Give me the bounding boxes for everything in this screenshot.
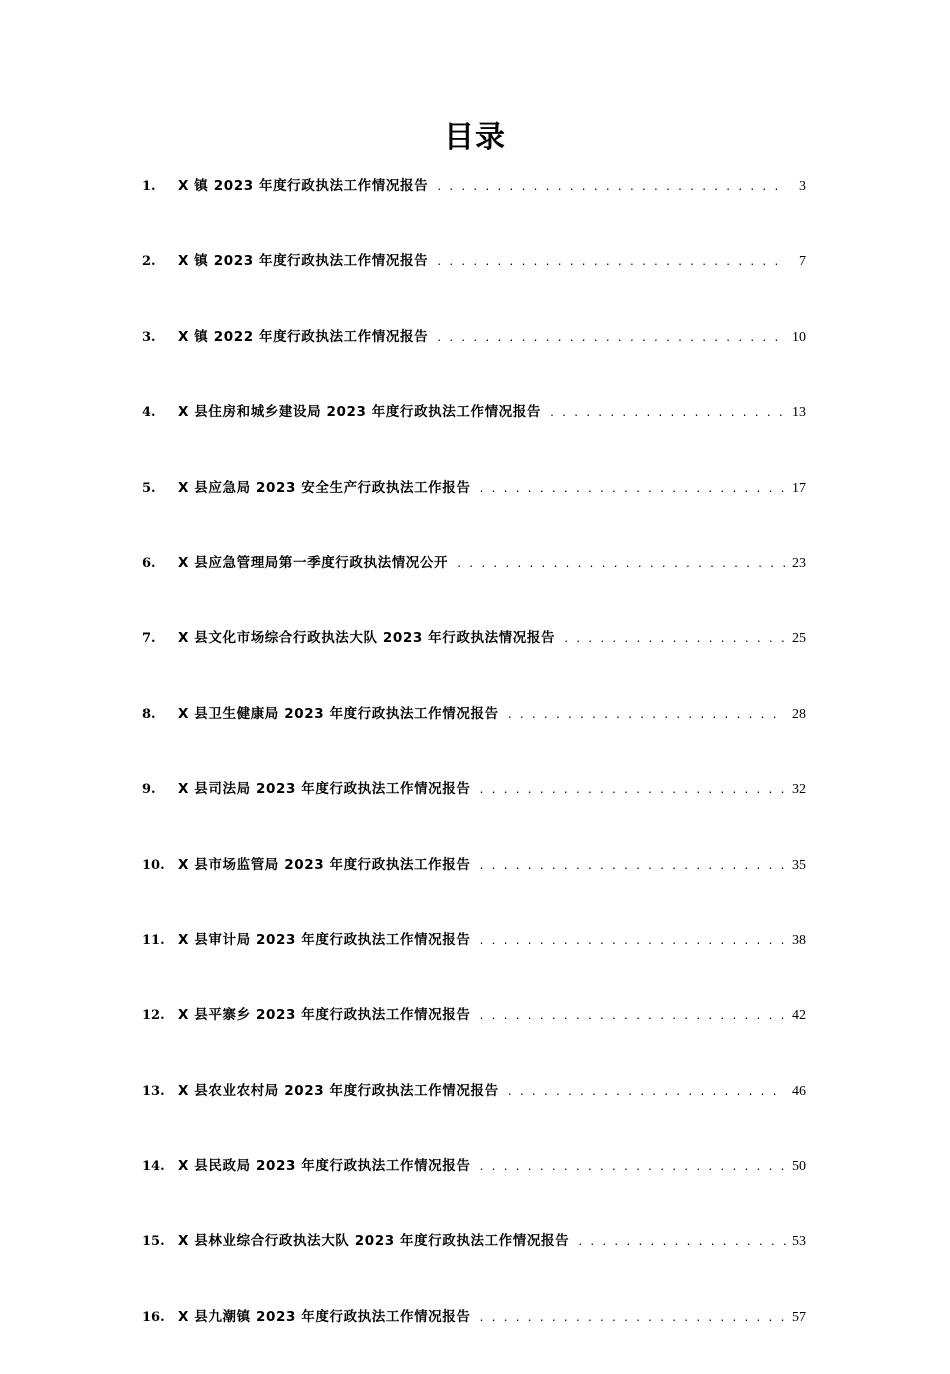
toc-entry-title: X 县平寨乡 2023 年度行政执法工作情况报告: [178, 1007, 471, 1024]
toc-entry[interactable]: [142, 545, 806, 620]
toc-entry-page: 23: [792, 555, 806, 571]
toc-entry[interactable]: [142, 319, 806, 394]
toc-entry-number: 13.: [142, 1083, 165, 1099]
toc-entry[interactable]: [142, 1073, 806, 1148]
toc-entry[interactable]: [142, 771, 806, 846]
toc-entry-page: 3: [799, 179, 806, 194]
toc-entry-number: 11.: [142, 932, 165, 948]
toc-entry-title: X 县文化市场综合行政执法大队 2023 年行政执法情况报告: [178, 630, 556, 647]
toc-dot-leader: [478, 999, 786, 1035]
toc-entry-page: 28: [792, 706, 806, 722]
toc-entry[interactable]: [142, 997, 806, 1072]
toc-entry-title: X 县农业农村局 2023 年度行政执法工作情况报告: [178, 1082, 499, 1099]
toc-entry-number: 6.: [142, 555, 156, 571]
toc-entry[interactable]: [142, 470, 806, 545]
toc-entry[interactable]: [142, 1223, 806, 1298]
toc-entry[interactable]: [142, 696, 806, 771]
toc-entry-title: X 县住房和城乡建设局 2023 年度行政执法工作情况报告: [178, 404, 541, 421]
toc-entry-page: 10: [792, 329, 806, 345]
toc-entry-number: 14.: [142, 1159, 165, 1175]
toc-entry[interactable]: [142, 922, 806, 997]
toc-entry-title: X 县市场监管局 2023 年度行政执法工作报告: [178, 856, 471, 873]
toc-entry-number: 5.: [142, 480, 156, 496]
toc-dot-leader: [478, 924, 786, 960]
toc-entry-number: 4.: [142, 405, 156, 421]
toc-dot-leader: [563, 622, 786, 658]
toc-entry-title: X 县林业综合行政执法大队 2023 年度行政执法工作情况报告: [178, 1233, 570, 1250]
toc-entry-page: 17: [792, 480, 806, 496]
toc-entry[interactable]: [142, 847, 806, 922]
toc-entry-number: 2.: [142, 254, 156, 270]
toc-entry-number: 8.: [142, 706, 156, 722]
toc-dot-leader: [507, 698, 786, 734]
toc-dot-leader: [549, 396, 786, 432]
toc-dot-leader: [436, 321, 786, 357]
toc-list: [142, 168, 806, 1374]
toc-entry-title: X 镇 2022 年度行政执法工作情况报告: [178, 328, 429, 345]
toc-entry-number: 16.: [142, 1309, 165, 1325]
toc-entry-page: 57: [792, 1309, 806, 1325]
toc-entry-title: X 镇 2023 年度行政执法工作情况报告: [178, 253, 429, 270]
toc-dot-leader: [456, 547, 786, 583]
toc-entry-page: 42: [792, 1008, 806, 1024]
toc-dot-leader: [478, 472, 786, 508]
toc-entry-number: 10.: [142, 857, 165, 873]
toc-dot-leader: [436, 170, 786, 206]
toc-dot-leader: [478, 773, 786, 809]
toc-entry-title: X 县应急局 2023 安全生产行政执法工作报告: [178, 479, 471, 496]
toc-entry-page: 35: [792, 857, 806, 873]
toc-entry-page: 32: [792, 782, 806, 798]
toc-dot-leader: [478, 849, 786, 885]
toc-entry-title: X 县卫生健康局 2023 年度行政执法工作情况报告: [178, 705, 499, 722]
toc-entry-title: X 县九潮镇 2023 年度行政执法工作情况报告: [178, 1308, 471, 1325]
toc-entry-page: 7: [799, 254, 806, 270]
toc-entry[interactable]: [142, 168, 806, 243]
toc-entry-page: 13: [792, 405, 806, 421]
toc-dot-leader: [577, 1225, 786, 1261]
toc-entry-title: X 镇 2023 年度行政执法工作情况报告: [178, 178, 429, 194]
toc-entry-page: 50: [792, 1159, 806, 1175]
toc-dot-leader: [478, 1150, 786, 1186]
toc-entry-title: X 县应急管理局第一季度行政执法情况公开: [178, 554, 449, 571]
toc-entry-page: 38: [792, 932, 806, 948]
toc-entry[interactable]: [142, 1299, 806, 1374]
toc-entry-number: 12.: [142, 1008, 165, 1024]
toc-entry-title: X 县民政局 2023 年度行政执法工作情况报告: [178, 1158, 471, 1175]
toc-entry-page: 25: [792, 631, 806, 647]
toc-dot-leader: [478, 1301, 786, 1337]
toc-entry-number: 3.: [142, 329, 156, 345]
toc-entry-number: 9.: [142, 782, 156, 798]
toc-entry-title: X 县司法局 2023 年度行政执法工作情况报告: [178, 781, 471, 798]
toc-title: 目录: [444, 120, 506, 155]
toc-entry-title: X 县审计局 2023 年度行政执法工作情况报告: [178, 931, 471, 948]
toc-entry[interactable]: [142, 620, 806, 695]
toc-entry-number: 15.: [142, 1234, 165, 1250]
toc-dot-leader: [436, 245, 786, 281]
toc-entry-number: 7.: [142, 631, 156, 647]
toc-entry[interactable]: [142, 394, 806, 469]
toc-entry-page: 53: [792, 1234, 806, 1250]
toc-entry[interactable]: [142, 243, 806, 318]
toc-entry-number: 1.: [142, 179, 156, 194]
toc-dot-leader: [507, 1075, 786, 1111]
toc-entry[interactable]: [142, 1148, 806, 1223]
toc-entry-page: 46: [792, 1083, 806, 1099]
